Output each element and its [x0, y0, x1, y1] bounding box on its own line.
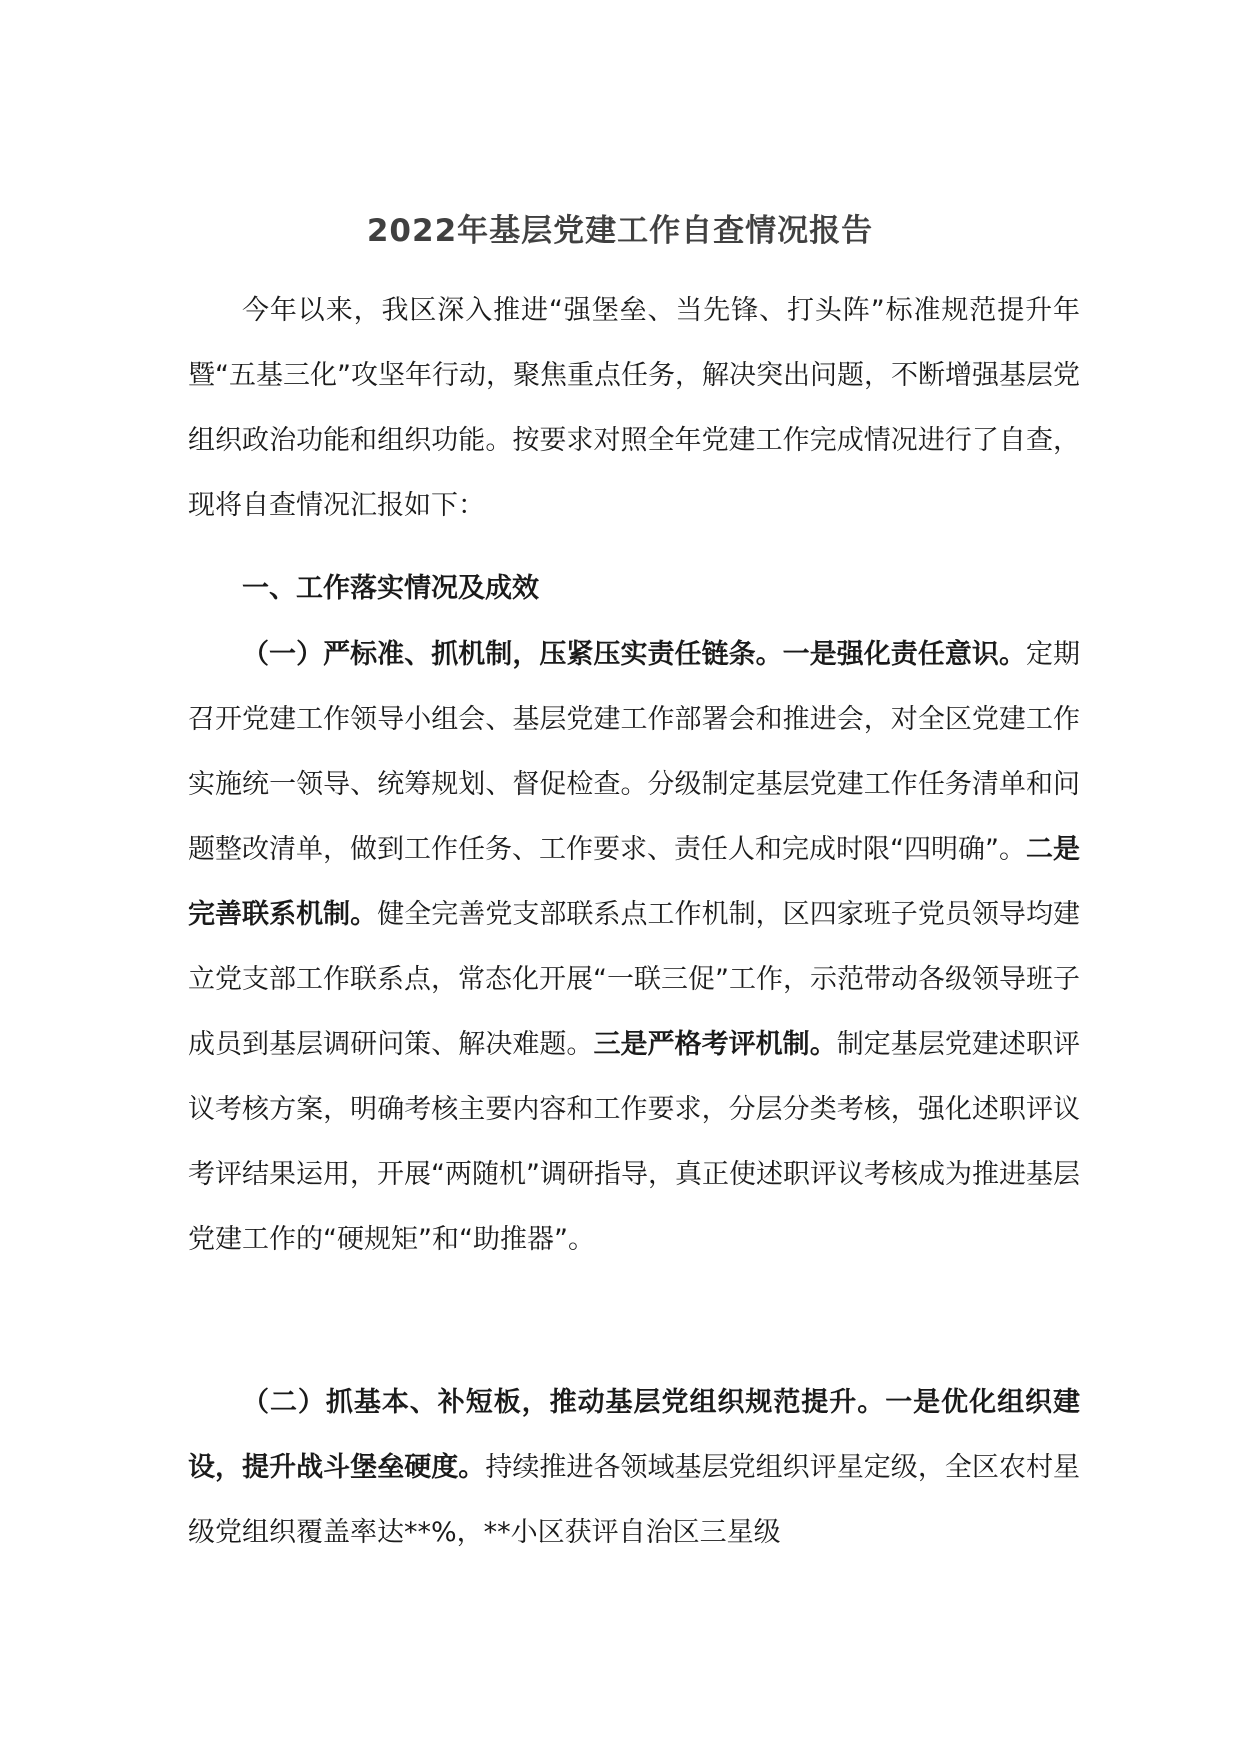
sub2-point-1-title: 一是优化组织建设，提升战斗堡垒硬度。	[188, 1387, 1081, 1483]
point-1-text: 定期召开党建工作领导小组会、基层党建工作部署会和推进会，对全区党建工作实施统一领导、统筹规划、督促检查。分级制定基层党建工作任务清单和问题整改清单，做到工作任务、工作要求、责任人和完成时限“四明确”。	[188, 639, 1081, 865]
subsection-2-heading: （二）抓基本、补短板，推动基层党组织规范提升。	[242, 1387, 886, 1418]
intro-paragraph: 今年以来，我区深入推进“强堡垒、当先锋、打头阵”标准规范提升年暨“五基三化”攻坚年行动，聚焦重点任务，解决突出问题，不断增强基层党组织政治功能和组织功能。按要求对照全年党建工作完成情况进行了自查，现将自查情况汇报如下：	[188, 295, 1080, 521]
document-title: 2022年基层党建工作自查情况报告	[366, 213, 874, 249]
point-3-text: 制定基层党建述职评议考核方案，明确考核主要内容和工作要求，分层分类考核，强化述职评议考评结果运用，开展“两随机”调研指导，真正使述职评议考核成为推进基层党建工作的“硬规矩”和“助推器”。	[188, 1029, 1080, 1255]
sub2-point-1-text: 持续推进各领域基层党组织评星定级，全区农村星级党组织覆盖率达**%，**小区获评自治区三星级	[188, 1452, 1080, 1548]
subsection-1-heading: （一）严标准、抓机制，压紧压实责任链条。	[242, 639, 783, 670]
subsection-1-paragraph	[188, 622, 1080, 1272]
section-heading: 一、工作落实情况及成效	[242, 573, 539, 604]
point-1-title: 一是强化责任意识。	[782, 639, 1026, 670]
point-3-title: 三是严格考评机制。	[593, 1029, 837, 1060]
point-2-text: 健全完善党支部联系点工作机制，区四家班子党员领导均建立党支部工作联系点，常态化开展“一联三促”工作，示范带动各级领导班子成员到基层调研问策、解决难题。	[188, 899, 1080, 1060]
point-2-title: 二是完善联系机制。	[188, 834, 1081, 930]
subsection-2-paragraph	[188, 1370, 1080, 1565]
